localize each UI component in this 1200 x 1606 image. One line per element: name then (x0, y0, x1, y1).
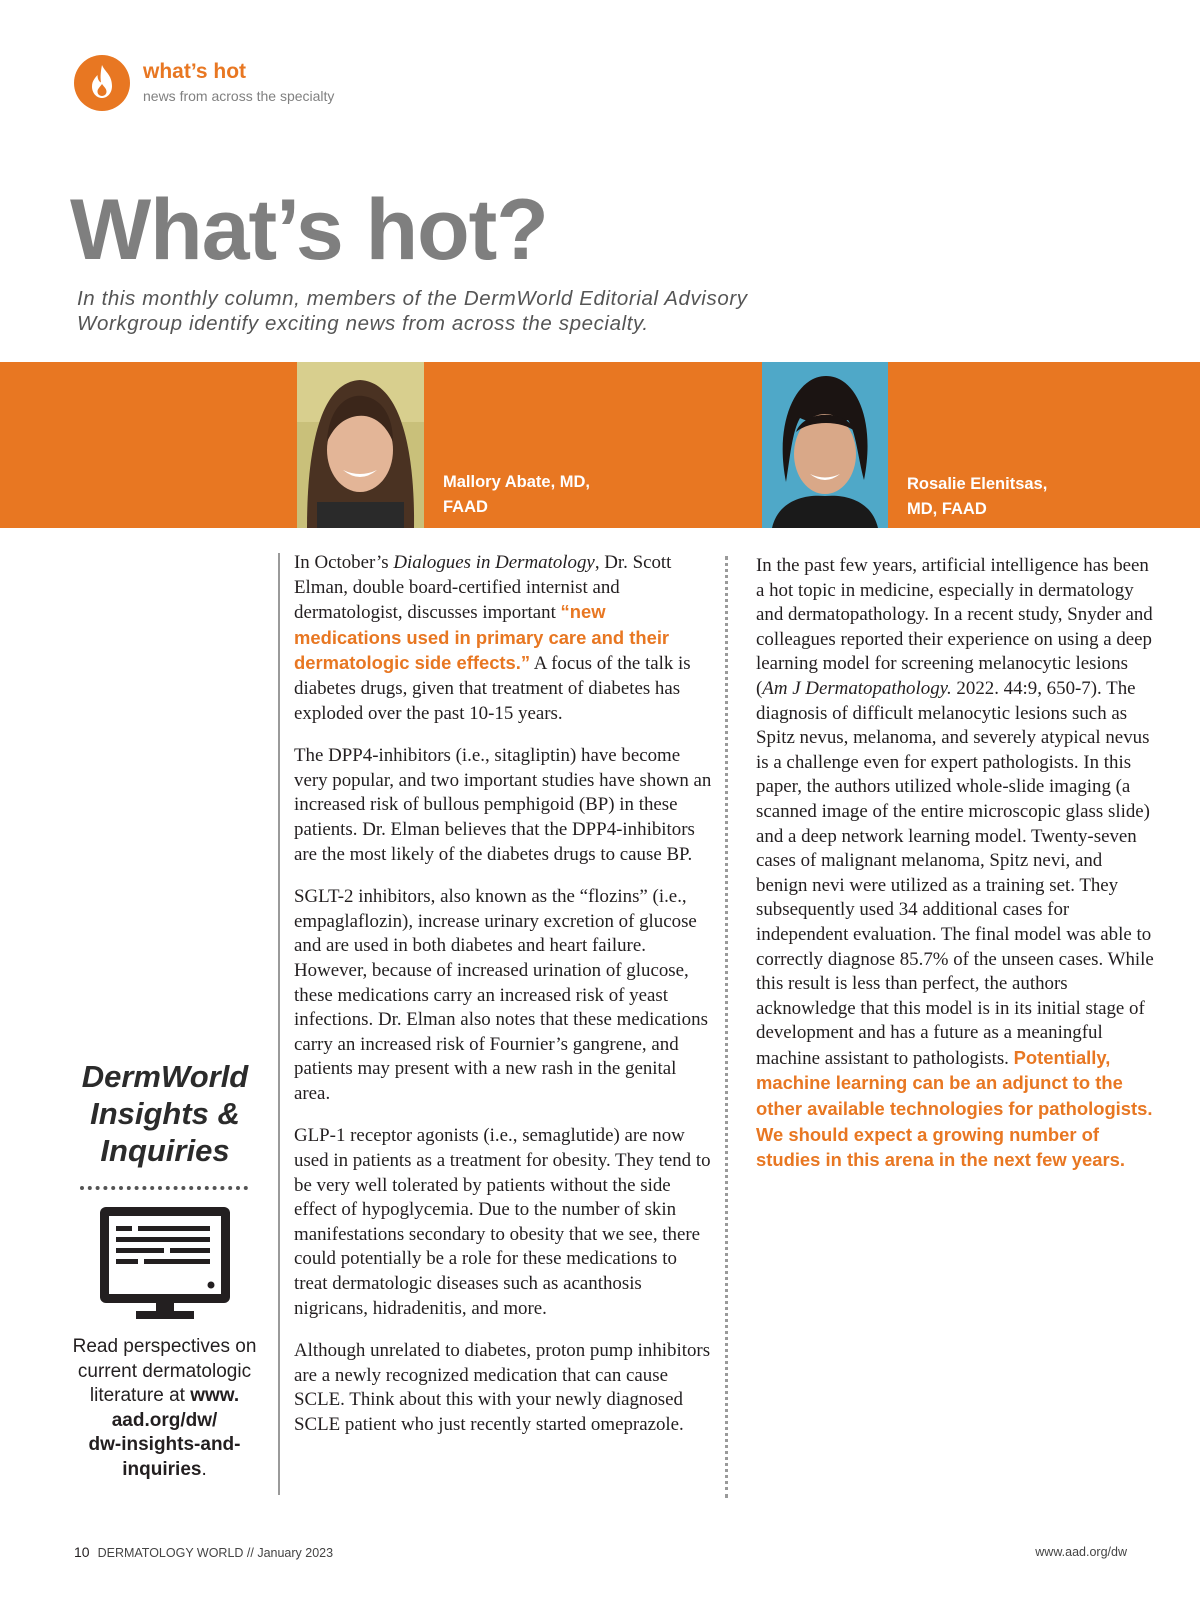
author-name: Rosalie Elenitsas, MD, FAAD (907, 475, 1048, 518)
author-photo (762, 362, 888, 528)
promo-divider (80, 1186, 248, 1190)
article-column-right (756, 554, 1156, 1192)
article-column-left (294, 551, 714, 1456)
monitor-icon (98, 1205, 232, 1328)
section-name: what’s hot (143, 60, 247, 83)
author-photo (297, 362, 424, 528)
column-divider (725, 556, 728, 1498)
column-divider (278, 553, 280, 1495)
section-badge (74, 55, 130, 111)
page-number: 10 (74, 1544, 90, 1560)
author-name: Mallory Abate, MD, FAAD (443, 473, 590, 516)
paragraph: SGLT-2 inhibitors, also known as the “flozins” (i.e., empaglaflozin), increase urinary excretion of glucose and are used in both diabetes and heart failure. However, because of increased urination of glucose, these medications carry an increased risk of yeast infections. Dr. Elman also notes that these medications carry an increased risk of Fournier’s gangrene, and patients may present with a new rash in the genital area. (294, 886, 708, 1104)
flame-icon (74, 55, 130, 111)
highlight-quote: Potentially, machine learning can be an adjunct to the other available technologies for pathologists. We should expect a growing number of studies in this arena in the next few years. (756, 1046, 1153, 1171)
paragraph: In the past few years, artificial intelligence has been a hot topic in medicine, especially in dermatology and dermatopathology. In a recent study, Snyder and colleagues reported their experience on using a deep learning model for screening melanocytic lesions (Am J Dermatopathology. 2022. 44:9, 650-7). The diagnosis of difficult melanocytic lesions such as Spitz nevus, melanoma, and severely atypical nevus is a challenge even for expert pathologists. In this paper, the authors utilized whole-slide imaging (a scanned image of the entire microscopic glass slide) and a deep network learning model. Twenty-seven cases of malignant melanoma, Spitz nevi, and benign nevi were utilized as a training set. They subsequently used 34 additional cases for independent evaluation. The final model was able to correctly diagnose 85.7% of the unseen cases. While this result is less than perfect, the authors acknowledge that this model is in its initial stage of development and has a future as a meaningful machine assistant to pathologists. Potentially, machine learning can be an adjunct to the other available technologies for pathologists. We should expect a growing number of studies in this arena in the next few years. (756, 555, 1154, 1171)
paragraph: The DPP4-inhibitors (i.e., sitagliptin) have become very popular, and two important studies have shown an increased risk of bullous pemphigoid (BP) in these patients. Dr. Elman believes that the DPP4-inhibitors are the most likely of the diabetes drugs to cause BP. (294, 745, 712, 865)
section-tagline: news from across the specialty (143, 88, 335, 104)
promo-title: DermWorld Insights & Inquiries (81, 1059, 249, 1168)
paragraph: GLP-1 receptor agonists (i.e., semaglutide) are now used in patients as a treatment for obesity. They tend to be very well tolerated by patients without the side effect of hypoglycemia. Due to the number of skin manifestations secondary to obesity that we see, there could potentially be a role for these medications to treat dermatologic diseases such as acanthosis nigricans, hidradenitis, and more. (294, 1125, 711, 1319)
highlight-quote: “new medications used in primary care and their dermatologic side effects.” (294, 601, 670, 674)
promo-text: Read perspectives on current dermatologic literature at www. aad.org/dw/ dw-insights-and- inquiries. (72, 1336, 257, 1480)
publication-name: DERMATOLOGY WORLD // January 2023 (97, 1546, 334, 1560)
paragraph: In October’s Dialogues in Dermatology, Dr. Scott Elman, double board-certified internist and dermatologist, discusses important “new medications used in primary care and their dermatologic side effects.” A focus of the talk is diabetes drugs, given that treatment of diabetes has exploded over the past 10-15 years. (294, 552, 691, 724)
footer-folio (74, 1544, 333, 1560)
paragraph: Although unrelated to diabetes, proton pump inhibitors are a newly recognized medication that can cause SCLE. Think about this with your newly diagnosed SCLE patient who just recently started omeprazole. (294, 1340, 711, 1435)
footer-url[interactable]: www.aad.org/dw (1035, 1545, 1127, 1559)
page-title: What’s hot? (70, 182, 548, 278)
intro-text: In this monthly column, members of the DermWorld Editorial Advisory Workgroup identify exciting news from across the specialty. (77, 287, 748, 335)
promo-link[interactable]: www. aad.org/dw/ dw-insights-and- inquiries (88, 1385, 241, 1480)
